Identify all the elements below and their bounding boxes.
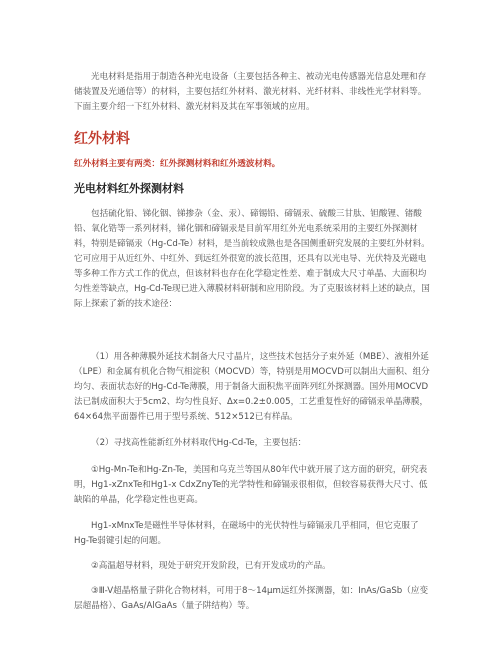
- paragraph-hg-mn-te: ①Hg-Mn-Te和Hg-Zn-Te，美国和乌克兰等国从80年代中就开展了这方面的研究，研究表明，Hg1-xZnxTe和Hg1-x CdxZnyTe的光学特性和碲镉汞很相似，但较容易获得大尺寸、低缺陷的单晶，化学稳定性也更高。: [74, 465, 428, 505]
- paragraph-hg-mnx-te: Hg1-xMnxTe是磁性半导体材料，在磁场中的光伏特性与碲镉汞几乎相同，但它克服了Hg-Te弱键引起的问题。: [74, 521, 419, 546]
- intro-paragraph: 光电材料是指用于制造各种光电设备（主要包括各种主、被动光电传感器光信息处理和存储装置及光通信等）的材料，主要包括红外材料、激光材料、光纤材料、非线性光学材料等。下面主要介绍一下红外材料、激光材料及其在军事领域的应用。: [74, 72, 427, 112]
- section-subtitle: 红外材料主要有两类：红外探测材料和红外透波材料。: [74, 159, 281, 169]
- paragraph-materials: 包括硫化铅、锑化铟、锑掺杂（金、汞）、碲锡铅、碲镉汞、硫酸三甘肽、钽酸锂、锗酸铅、氧化锆等一系列材料，锑化铟和碲镉汞是目前军用红外光电系统采用的主要红外探测材料，特别是碲镉汞（Hg-Cd-Te）材料，是当前较成熟也是各国侧重研究发展的主要红外材料。它可应用于从近红外、中红外、到远红外很宽的波长范围，还具有以光电导、光伏特及光磁电等多种工作方式工作的优点，但该材料也存在化学稳定性差、难于制成大尺寸单晶、大面积均匀性差等缺点，Hg-Cd-Te现已进入薄膜材料研制和应用阶段。为了克服该材料上述的缺点，国际上探索了新的技术途径：: [74, 209, 430, 309]
- section-title: 红外材料: [74, 131, 130, 147]
- paragraph-superlattice: ③Ⅲ-V超晶格量子阱化合物材料，可用于8～14μm远红外探测器，如：InAs/GaSb（应变层超晶格）、GaAs/AlGaAs（量子阱结构）等。: [74, 586, 429, 611]
- paragraph-new-materials: （2）寻找高性能新红外材料取代Hg-Cd-Te，主要包括：: [91, 438, 307, 448]
- subsection-title: 光电材料红外探测材料: [74, 182, 184, 195]
- paragraph-superconductor: ②高温超导材料，现处于研究开发阶段，已有开发成功的产品。: [91, 561, 331, 571]
- paragraph-epitaxy: （1）用各种薄膜外延技术制备大尺寸晶片，这些技术包括分子束外延（MBE）、液相外延（LPE）和金属有机化合物气相淀积（MOCVD）等，特别是用MOCVD可以制出大面积、组分均匀、表面状态好的Hg-Cd-Te薄膜，用于制备大面积焦平面阵列红外探测器。国外用MOCVD法已制成面积大于5cm2、均匀性良好、Δx=0.2±0.005，工艺重复性好的碲镉汞单晶薄膜，64×64焦平面器件已用于型号系统、512×512已有样品。: [74, 352, 430, 422]
